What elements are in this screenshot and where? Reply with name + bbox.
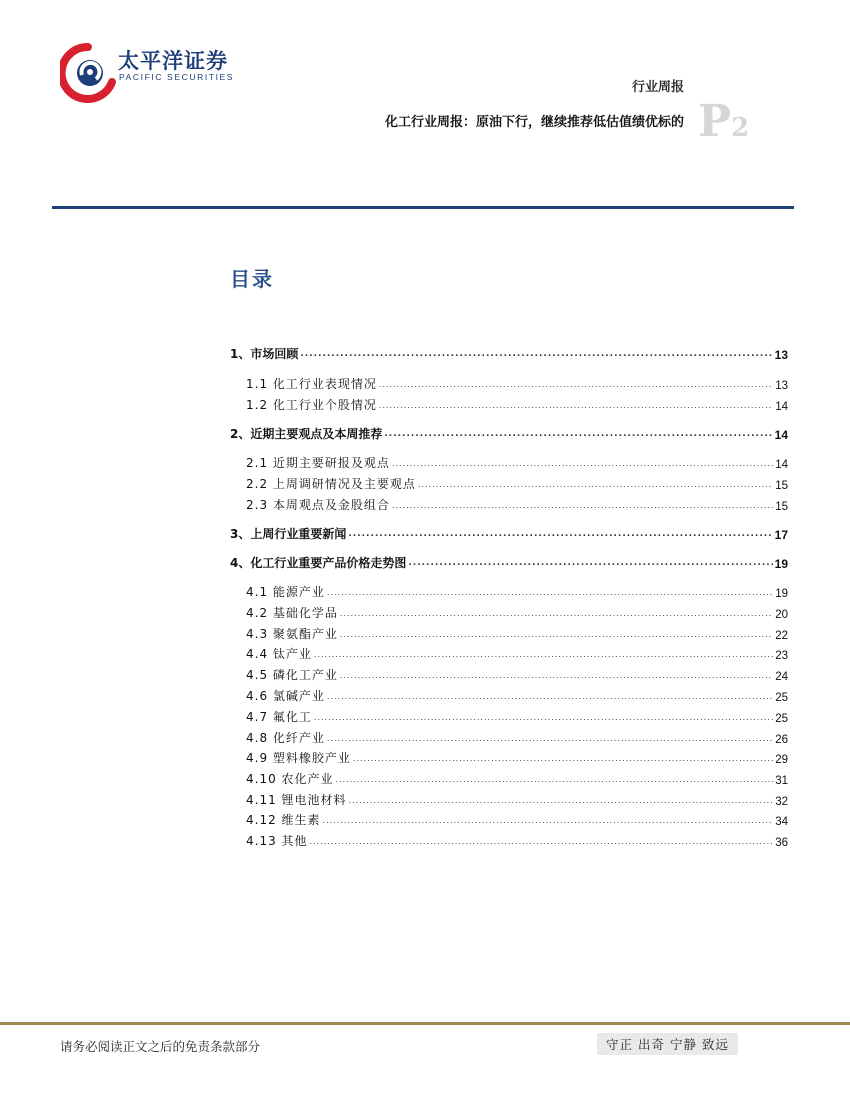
- toc-leader-dots: [310, 837, 774, 846]
- toc-entry[interactable]: [230, 551, 788, 571]
- toc-leader-dots: [336, 775, 774, 784]
- toc-entry[interactable]: [230, 522, 788, 542]
- toc-entry-page: 19: [775, 588, 788, 600]
- toc-entry-label: 3、上周行业重要新闻: [230, 527, 347, 541]
- toc-entry-page: 13: [774, 348, 788, 362]
- toc-leader-dots: [348, 529, 772, 539]
- toc-entry[interactable]: [230, 705, 788, 725]
- toc-entry-label: 4.3 聚氨酯产业: [246, 627, 338, 641]
- toc-entry-page: 15: [775, 480, 788, 492]
- toc-leader-dots: [418, 480, 773, 489]
- toc-entry-label: 4.2 基础化学品: [246, 606, 338, 620]
- toc-entry-label: 4.12 维生素: [246, 813, 321, 827]
- page-marker: [698, 96, 750, 147]
- toc-entry-label: 2.1 近期主要研报及观点: [246, 456, 390, 470]
- toc-leader-dots: [353, 754, 773, 763]
- toc-entry-page: 20: [775, 609, 788, 621]
- toc-entry-label: 1、市场回顾: [230, 347, 299, 361]
- toc-entry-label: 4.5 磷化工产业: [246, 668, 338, 682]
- page-marker-number: 2: [731, 113, 750, 143]
- toc-leader-dots: [327, 692, 773, 701]
- toc-leader-dots: [340, 609, 773, 618]
- report-title: 化工行业周报：原油下行，继续推荐低估值绩优标的: [384, 115, 684, 130]
- toc-leader-dots: [379, 380, 773, 389]
- toc-leader-dots: [408, 558, 772, 568]
- toc-entry-label: 4.10 农化产业: [246, 772, 334, 786]
- toc-entry-label: 4.8 化纤产业: [246, 731, 325, 745]
- toc-entry[interactable]: [230, 393, 788, 413]
- toc-leader-dots: [340, 630, 773, 639]
- toc-entry-label: 4.6 氯碱产业: [246, 689, 325, 703]
- toc-entry-page: 17: [774, 528, 788, 542]
- toc-entry-page: 14: [775, 459, 788, 471]
- toc-entry-page: 25: [775, 692, 788, 704]
- toc-entry[interactable]: [230, 472, 788, 492]
- logo-english-name: PACIFIC SECURITIES: [119, 72, 235, 82]
- toc-entry[interactable]: [230, 808, 788, 828]
- toc-entry-page: 14: [774, 428, 788, 442]
- toc-entry-page: 31: [775, 775, 788, 787]
- toc-leader-dots: [340, 671, 773, 680]
- toc-leader-dots: [384, 429, 772, 439]
- toc-entry-label: 2.3 本周观点及金股组合: [246, 498, 390, 512]
- toc-entry-page: 26: [775, 734, 788, 746]
- footer-disclaimer: 请务必阅读正文之后的免责条款部分: [60, 1039, 261, 1054]
- toc-entry-page: 29: [775, 754, 788, 766]
- toc-entry-page: 23: [775, 650, 788, 662]
- toc-leader-dots: [327, 588, 773, 597]
- toc-entry[interactable]: [230, 422, 788, 442]
- footer-divider: [0, 1022, 850, 1025]
- toc-entry-page: 24: [775, 671, 788, 683]
- toc-entry[interactable]: [230, 726, 788, 746]
- toc-entry[interactable]: [230, 663, 788, 683]
- toc-entry[interactable]: [230, 601, 788, 621]
- toc-entry[interactable]: [230, 684, 788, 704]
- toc-entry[interactable]: [230, 746, 788, 766]
- toc-leader-dots: [314, 713, 773, 722]
- toc-entry[interactable]: [230, 788, 788, 808]
- toc-entry-label: 4.13 其他: [246, 834, 308, 848]
- toc-leader-dots: [392, 501, 773, 510]
- toc-leader-dots: [392, 459, 773, 468]
- toc-entry[interactable]: [230, 580, 788, 600]
- toc-entry-page: 36: [775, 837, 788, 849]
- toc-entry-page: 14: [775, 401, 788, 413]
- toc-entry[interactable]: [230, 451, 788, 471]
- toc-entry-page: 13: [775, 380, 788, 392]
- toc-entry-label: 2、近期主要观点及本周推荐: [230, 427, 383, 441]
- toc-entry-page: 34: [775, 816, 788, 828]
- toc-entry[interactable]: [230, 829, 788, 849]
- report-category: 行业周报: [631, 80, 684, 95]
- toc-entry-label: 4、化工行业重要产品价格走势图: [230, 556, 407, 570]
- toc-leader-dots: [349, 796, 774, 805]
- toc-leader-dots: [379, 401, 773, 410]
- toc-leader-dots: [300, 349, 772, 359]
- toc-entry[interactable]: [230, 342, 788, 362]
- logo-chinese-name: 太平洋证券: [118, 49, 228, 73]
- toc-entry[interactable]: [230, 372, 788, 392]
- toc-entry-page: 25: [775, 713, 788, 725]
- toc-entry[interactable]: [230, 642, 788, 662]
- toc-entry-label: 1.2 化工行业个股情况: [246, 398, 377, 412]
- toc-entry-label: 4.4 钛产业: [246, 647, 312, 661]
- toc-entry-label: 4.9 塑料橡胶产业: [246, 751, 351, 765]
- header-divider: [52, 206, 794, 209]
- company-logo: [60, 42, 235, 104]
- toc-leader-dots: [314, 650, 773, 659]
- toc-leader-dots: [323, 816, 774, 825]
- toc-entry-label: 2.2 上周调研情况及主要观点: [246, 477, 416, 491]
- page-marker-letter: P: [698, 96, 732, 147]
- toc-entry-label: 4.1 能源产业: [246, 585, 325, 599]
- toc-entry[interactable]: [230, 622, 788, 642]
- toc-heading: 目录: [230, 267, 274, 291]
- toc-entry-page: 22: [775, 630, 788, 642]
- toc-entry-page: 19: [774, 557, 788, 571]
- toc-leader-dots: [327, 734, 773, 743]
- toc-entry[interactable]: [230, 767, 788, 787]
- toc-entry-page: 15: [775, 501, 788, 513]
- logo-emblem-icon: [60, 42, 116, 104]
- toc-entry-label: 1.1 化工行业表现情况: [246, 377, 377, 391]
- footer-motto: 守正 出奇 宁静 致远: [597, 1033, 738, 1055]
- toc-entry-label: 4.11 锂电池材料: [246, 793, 347, 807]
- toc-entry-page: 32: [775, 796, 788, 808]
- toc-entry[interactable]: [230, 493, 788, 513]
- toc-entry-label: 4.7 氟化工: [246, 710, 312, 724]
